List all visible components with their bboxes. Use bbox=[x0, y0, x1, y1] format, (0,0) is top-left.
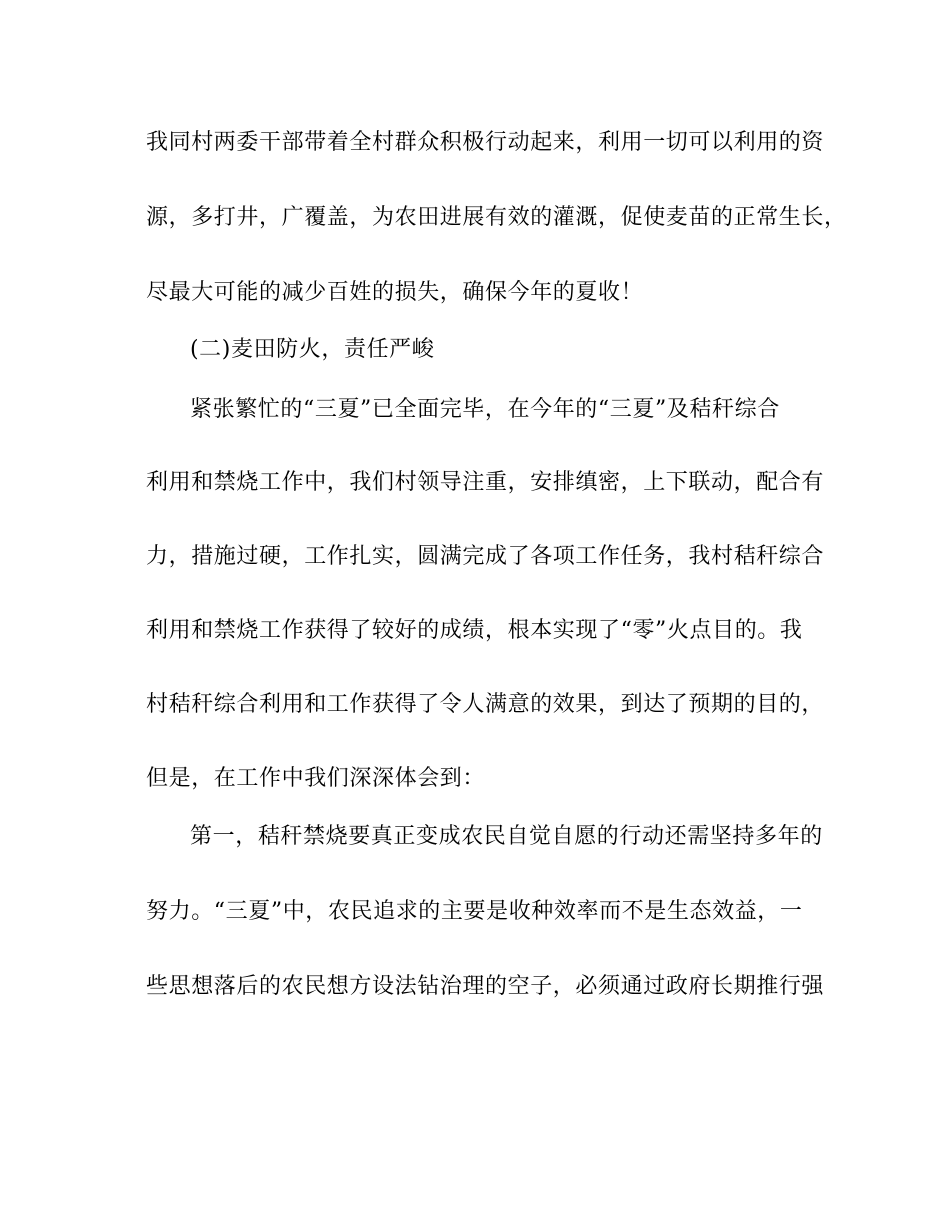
text-line: 源，多打井，广覆盖，为农田进展有效的灌溉，促使麦苗的正常生长， bbox=[146, 205, 847, 230]
text-line: 努力。“三夏”中，农民追求的主要是收种效率而不是生态效益，一 bbox=[146, 899, 803, 924]
paragraph-first-line: 紧张繁忙的“三夏”已全面完毕，在今年的“三夏”及秸秆综合 bbox=[190, 397, 780, 422]
text-line: 尽最大可能的减少百姓的损失，确保今年的夏收！ bbox=[146, 280, 644, 305]
text-line: 些思想落后的农民想方设法钻治理的空子，必须通过政府长期推行强 bbox=[146, 974, 825, 999]
paragraph-first-line: 第一，秸秆禁烧要真正变成农民自觉自愿的行动还需坚持多年的 bbox=[190, 824, 823, 849]
text-line: 利用和禁烧工作中，我们村领导注重，安排缜密，上下联动，配合有 bbox=[146, 470, 825, 495]
text-line: 村秸秆综合利用和工作获得了令人满意的效果，到达了预期的目的， bbox=[146, 692, 825, 717]
text-line: 我同村两委干部带着全村群众积极行动起来，利用一切可以利用的资 bbox=[146, 130, 825, 155]
section-heading: (二)麦田防火，责任严峻 bbox=[190, 337, 435, 362]
text-line: 但是，在工作中我们深深体会到： bbox=[146, 766, 486, 791]
text-line: 力，措施过硬，工作扎实，圆满完成了各项工作任务，我村秸秆综合 bbox=[146, 544, 825, 569]
text-line: 利用和禁烧工作获得了较好的成绩，根本实现了“零”火点目的。我 bbox=[146, 618, 803, 643]
